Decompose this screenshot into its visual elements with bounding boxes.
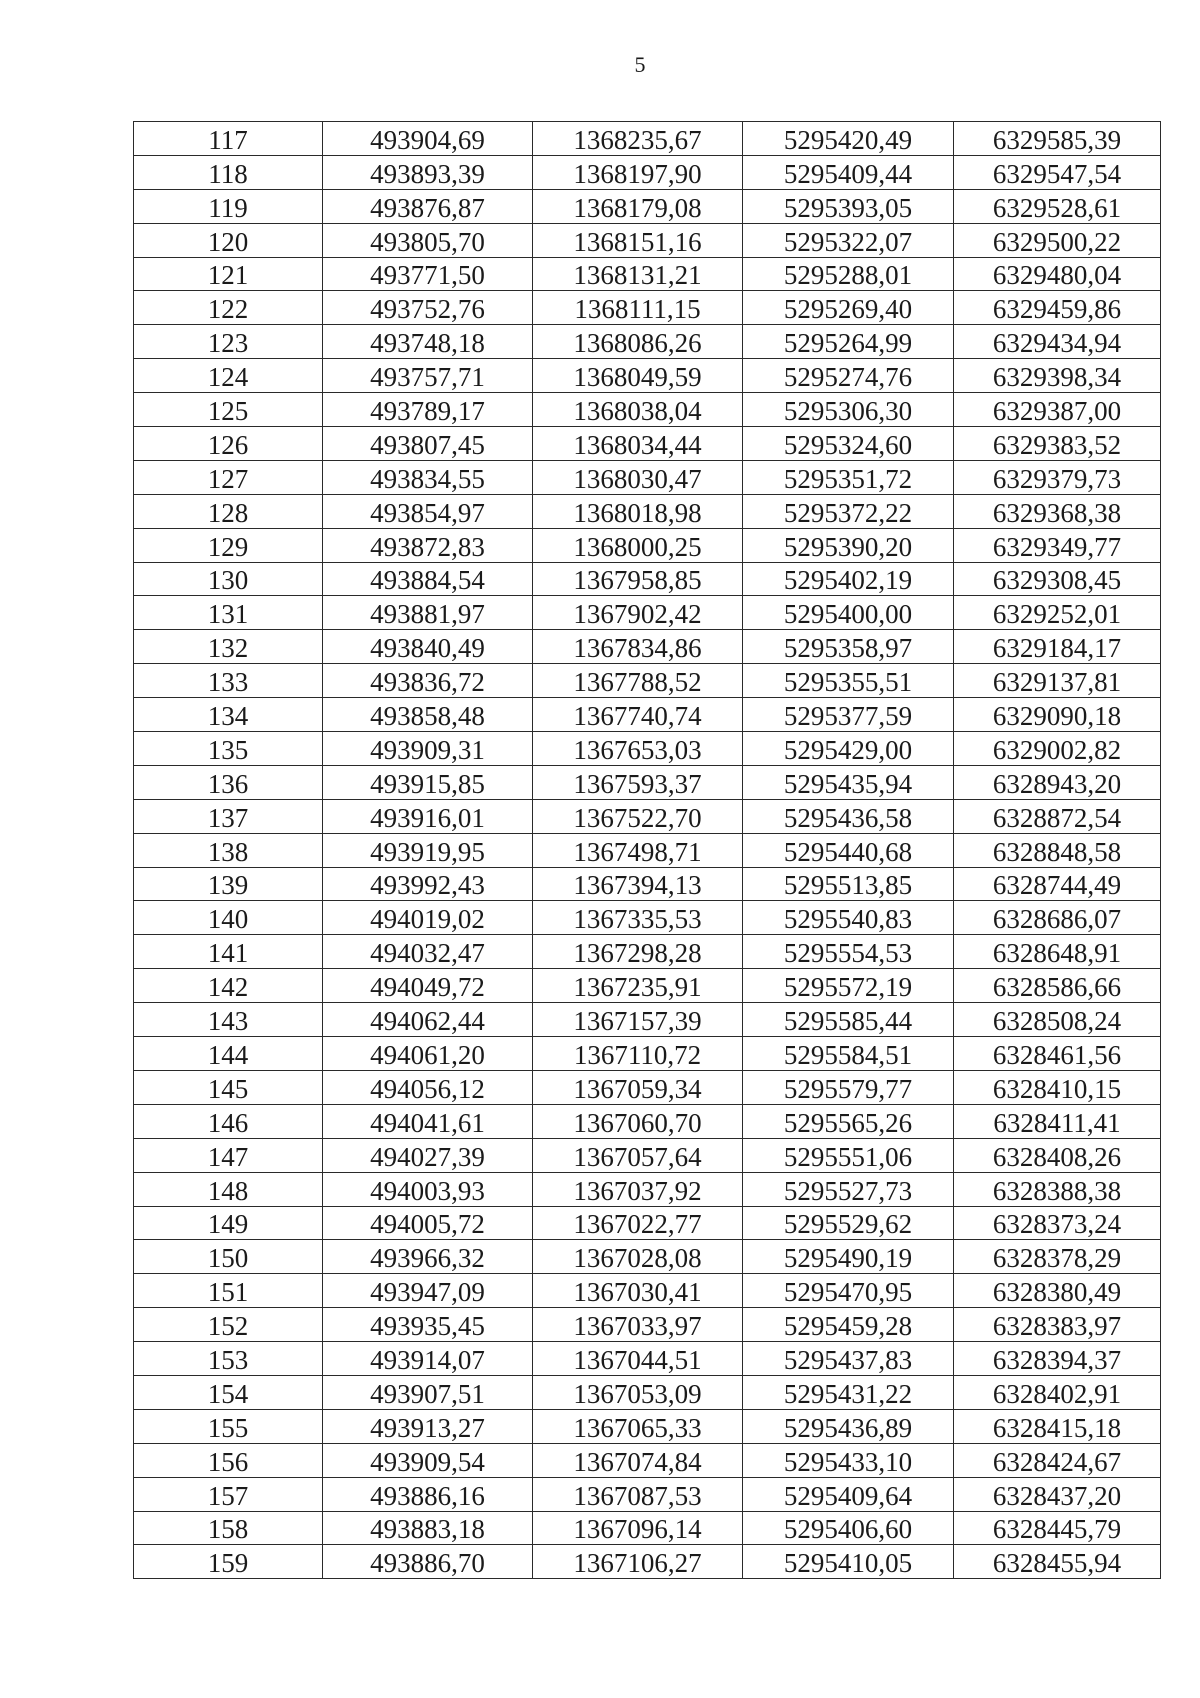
- table-row: [134, 1274, 1161, 1308]
- x2-coordinate-cell: 5295410,05: [743, 1545, 954, 1579]
- x-coordinate-cell: 493840,49: [323, 630, 533, 664]
- x2-coordinate-cell: 5295402,19: [743, 562, 954, 596]
- point-number-cell: 149: [134, 1206, 323, 1240]
- y2-coordinate-cell: 6329434,94: [954, 325, 1161, 359]
- y2-coordinate-cell: 6328872,54: [954, 799, 1161, 833]
- x2-coordinate-cell: 5295269,40: [743, 291, 954, 325]
- table-row: [134, 901, 1161, 935]
- y2-coordinate-cell: 6328848,58: [954, 833, 1161, 867]
- x2-coordinate-cell: 5295437,83: [743, 1342, 954, 1376]
- y-coordinate-cell: 1368049,59: [533, 359, 743, 393]
- table-row: [134, 155, 1161, 189]
- point-number-cell: 156: [134, 1443, 323, 1477]
- x-coordinate-cell: 493883,18: [323, 1511, 533, 1545]
- x2-coordinate-cell: 5295324,60: [743, 427, 954, 461]
- x-coordinate-cell: 493935,45: [323, 1308, 533, 1342]
- x-coordinate-cell: 493907,51: [323, 1375, 533, 1409]
- y-coordinate-cell: 1367522,70: [533, 799, 743, 833]
- y2-coordinate-cell: 6329398,34: [954, 359, 1161, 393]
- x2-coordinate-cell: 5295554,53: [743, 935, 954, 969]
- y-coordinate-cell: 1367740,74: [533, 698, 743, 732]
- y2-coordinate-cell: 6329387,00: [954, 393, 1161, 427]
- y2-coordinate-cell: 6328383,97: [954, 1308, 1161, 1342]
- x2-coordinate-cell: 5295436,58: [743, 799, 954, 833]
- x-coordinate-cell: 493916,01: [323, 799, 533, 833]
- point-number-cell: 121: [134, 257, 323, 291]
- y2-coordinate-cell: 6328586,66: [954, 969, 1161, 1003]
- x-coordinate-cell: 493805,70: [323, 223, 533, 257]
- x-coordinate-cell: 493748,18: [323, 325, 533, 359]
- y-coordinate-cell: 1368030,47: [533, 460, 743, 494]
- table-row: [134, 223, 1161, 257]
- x-coordinate-cell: 494061,20: [323, 1037, 533, 1071]
- point-number-cell: 118: [134, 155, 323, 189]
- table-row: [134, 867, 1161, 901]
- y-coordinate-cell: 1367044,51: [533, 1342, 743, 1376]
- x-coordinate-cell: 493876,87: [323, 189, 533, 223]
- x-coordinate-cell: 493966,32: [323, 1240, 533, 1274]
- point-number-cell: 129: [134, 528, 323, 562]
- x-coordinate-cell: 493834,55: [323, 460, 533, 494]
- x2-coordinate-cell: 5295393,05: [743, 189, 954, 223]
- table-row: [134, 562, 1161, 596]
- table-row: [134, 1206, 1161, 1240]
- y-coordinate-cell: 1367110,72: [533, 1037, 743, 1071]
- y2-coordinate-cell: 6328402,91: [954, 1375, 1161, 1409]
- y-coordinate-cell: 1367060,70: [533, 1104, 743, 1138]
- table-row: [134, 969, 1161, 1003]
- table-row: [134, 1003, 1161, 1037]
- x2-coordinate-cell: 5295529,62: [743, 1206, 954, 1240]
- x-coordinate-cell: 494062,44: [323, 1003, 533, 1037]
- x2-coordinate-cell: 5295420,49: [743, 122, 954, 156]
- table-row: [134, 1409, 1161, 1443]
- table-row: [134, 1375, 1161, 1409]
- x-coordinate-cell: 493886,16: [323, 1477, 533, 1511]
- table-row: [134, 1511, 1161, 1545]
- y-coordinate-cell: 1368000,25: [533, 528, 743, 562]
- point-number-cell: 157: [134, 1477, 323, 1511]
- x2-coordinate-cell: 5295306,30: [743, 393, 954, 427]
- y-coordinate-cell: 1367096,14: [533, 1511, 743, 1545]
- point-number-cell: 145: [134, 1070, 323, 1104]
- point-number-cell: 122: [134, 291, 323, 325]
- table-row: [134, 1104, 1161, 1138]
- point-number-cell: 147: [134, 1138, 323, 1172]
- y-coordinate-cell: 1367335,53: [533, 901, 743, 935]
- x2-coordinate-cell: 5295540,83: [743, 901, 954, 935]
- point-number-cell: 152: [134, 1308, 323, 1342]
- x-coordinate-cell: 494005,72: [323, 1206, 533, 1240]
- y-coordinate-cell: 1367059,34: [533, 1070, 743, 1104]
- y2-coordinate-cell: 6328508,24: [954, 1003, 1161, 1037]
- x2-coordinate-cell: 5295390,20: [743, 528, 954, 562]
- point-number-cell: 148: [134, 1172, 323, 1206]
- y2-coordinate-cell: 6328445,79: [954, 1511, 1161, 1545]
- x2-coordinate-cell: 5295585,44: [743, 1003, 954, 1037]
- y2-coordinate-cell: 6329528,61: [954, 189, 1161, 223]
- point-number-cell: 140: [134, 901, 323, 935]
- point-number-cell: 142: [134, 969, 323, 1003]
- x-coordinate-cell: 493858,48: [323, 698, 533, 732]
- x2-coordinate-cell: 5295579,77: [743, 1070, 954, 1104]
- y2-coordinate-cell: 6329480,04: [954, 257, 1161, 291]
- y-coordinate-cell: 1367037,92: [533, 1172, 743, 1206]
- x-coordinate-cell: 493881,97: [323, 596, 533, 630]
- x2-coordinate-cell: 5295274,76: [743, 359, 954, 393]
- y2-coordinate-cell: 6329308,45: [954, 562, 1161, 596]
- y-coordinate-cell: 1368018,98: [533, 494, 743, 528]
- x-coordinate-cell: 493914,07: [323, 1342, 533, 1376]
- point-number-cell: 131: [134, 596, 323, 630]
- x-coordinate-cell: 493886,70: [323, 1545, 533, 1579]
- y-coordinate-cell: 1367653,03: [533, 732, 743, 766]
- x2-coordinate-cell: 5295584,51: [743, 1037, 954, 1071]
- x2-coordinate-cell: 5295355,51: [743, 664, 954, 698]
- y-coordinate-cell: 1368131,21: [533, 257, 743, 291]
- table-row: [134, 935, 1161, 969]
- point-number-cell: 134: [134, 698, 323, 732]
- x-coordinate-cell: 493904,69: [323, 122, 533, 156]
- y-coordinate-cell: 1367022,77: [533, 1206, 743, 1240]
- point-number-cell: 153: [134, 1342, 323, 1376]
- point-number-cell: 123: [134, 325, 323, 359]
- point-number-cell: 150: [134, 1240, 323, 1274]
- table-row: [134, 189, 1161, 223]
- y2-coordinate-cell: 6329383,52: [954, 427, 1161, 461]
- y2-coordinate-cell: 6329349,77: [954, 528, 1161, 562]
- y-coordinate-cell: 1367788,52: [533, 664, 743, 698]
- table-row: [134, 1172, 1161, 1206]
- x2-coordinate-cell: 5295377,59: [743, 698, 954, 732]
- table-row: [134, 1477, 1161, 1511]
- table-row: [134, 765, 1161, 799]
- x-coordinate-cell: 493752,76: [323, 291, 533, 325]
- x2-coordinate-cell: 5295435,94: [743, 765, 954, 799]
- x-coordinate-cell: 493915,85: [323, 765, 533, 799]
- x-coordinate-cell: 493893,39: [323, 155, 533, 189]
- point-number-cell: 146: [134, 1104, 323, 1138]
- y-coordinate-cell: 1367053,09: [533, 1375, 743, 1409]
- table-row: [134, 359, 1161, 393]
- x2-coordinate-cell: 5295436,89: [743, 1409, 954, 1443]
- y-coordinate-cell: 1367235,91: [533, 969, 743, 1003]
- y2-coordinate-cell: 6328411,41: [954, 1104, 1161, 1138]
- table-row: [134, 1342, 1161, 1376]
- y-coordinate-cell: 1367834,86: [533, 630, 743, 664]
- x2-coordinate-cell: 5295264,99: [743, 325, 954, 359]
- x2-coordinate-cell: 5295433,10: [743, 1443, 954, 1477]
- x2-coordinate-cell: 5295513,85: [743, 867, 954, 901]
- x-coordinate-cell: 494003,93: [323, 1172, 533, 1206]
- x2-coordinate-cell: 5295470,95: [743, 1274, 954, 1308]
- table-row: [134, 460, 1161, 494]
- x2-coordinate-cell: 5295409,44: [743, 155, 954, 189]
- table-row: [134, 1240, 1161, 1274]
- table-row: [134, 1545, 1161, 1579]
- x-coordinate-cell: 494049,72: [323, 969, 533, 1003]
- x-coordinate-cell: 493872,83: [323, 528, 533, 562]
- table-row: [134, 596, 1161, 630]
- point-number-cell: 135: [134, 732, 323, 766]
- table-row: [134, 325, 1161, 359]
- x2-coordinate-cell: 5295322,07: [743, 223, 954, 257]
- y2-coordinate-cell: 6328461,56: [954, 1037, 1161, 1071]
- point-number-cell: 124: [134, 359, 323, 393]
- point-number-cell: 155: [134, 1409, 323, 1443]
- y-coordinate-cell: 1367028,08: [533, 1240, 743, 1274]
- y2-coordinate-cell: 6328424,67: [954, 1443, 1161, 1477]
- x-coordinate-cell: 493836,72: [323, 664, 533, 698]
- point-number-cell: 120: [134, 223, 323, 257]
- x2-coordinate-cell: 5295527,73: [743, 1172, 954, 1206]
- x2-coordinate-cell: 5295429,00: [743, 732, 954, 766]
- table-row: [134, 494, 1161, 528]
- table-row: [134, 833, 1161, 867]
- y-coordinate-cell: 1367030,41: [533, 1274, 743, 1308]
- y2-coordinate-cell: 6328410,15: [954, 1070, 1161, 1104]
- point-number-cell: 136: [134, 765, 323, 799]
- point-number-cell: 154: [134, 1375, 323, 1409]
- y-coordinate-cell: 1367958,85: [533, 562, 743, 596]
- x-coordinate-cell: 494027,39: [323, 1138, 533, 1172]
- y2-coordinate-cell: 6328686,07: [954, 901, 1161, 935]
- y-coordinate-cell: 1367074,84: [533, 1443, 743, 1477]
- table-row: [134, 528, 1161, 562]
- x-coordinate-cell: 493909,54: [323, 1443, 533, 1477]
- table-row: [134, 291, 1161, 325]
- x-coordinate-cell: 493757,71: [323, 359, 533, 393]
- point-number-cell: 125: [134, 393, 323, 427]
- x2-coordinate-cell: 5295459,28: [743, 1308, 954, 1342]
- y-coordinate-cell: 1367498,71: [533, 833, 743, 867]
- point-number-cell: 139: [134, 867, 323, 901]
- x-coordinate-cell: 493919,95: [323, 833, 533, 867]
- y-coordinate-cell: 1368086,26: [533, 325, 743, 359]
- page-number: 5: [634, 52, 646, 77]
- point-number-cell: 151: [134, 1274, 323, 1308]
- table-row: [134, 799, 1161, 833]
- point-number-cell: 143: [134, 1003, 323, 1037]
- point-number-cell: 144: [134, 1037, 323, 1071]
- x-coordinate-cell: 494032,47: [323, 935, 533, 969]
- point-number-cell: 117: [134, 122, 323, 156]
- coordinates-table: [133, 121, 1161, 1579]
- x2-coordinate-cell: 5295565,26: [743, 1104, 954, 1138]
- y2-coordinate-cell: 6329585,39: [954, 122, 1161, 156]
- x-coordinate-cell: 493789,17: [323, 393, 533, 427]
- y-coordinate-cell: 1368235,67: [533, 122, 743, 156]
- y2-coordinate-cell: 6328380,49: [954, 1274, 1161, 1308]
- table-row: [134, 122, 1161, 156]
- y2-coordinate-cell: 6328648,91: [954, 935, 1161, 969]
- y2-coordinate-cell: 6328373,24: [954, 1206, 1161, 1240]
- y-coordinate-cell: 1368151,16: [533, 223, 743, 257]
- point-number-cell: 126: [134, 427, 323, 461]
- y2-coordinate-cell: 6328437,20: [954, 1477, 1161, 1511]
- x-coordinate-cell: 493854,97: [323, 494, 533, 528]
- y2-coordinate-cell: 6329547,54: [954, 155, 1161, 189]
- x-coordinate-cell: 494019,02: [323, 901, 533, 935]
- y2-coordinate-cell: 6329459,86: [954, 291, 1161, 325]
- table-row: [134, 630, 1161, 664]
- y2-coordinate-cell: 6328744,49: [954, 867, 1161, 901]
- y-coordinate-cell: 1367593,37: [533, 765, 743, 799]
- table-row: [134, 698, 1161, 732]
- point-number-cell: 138: [134, 833, 323, 867]
- x-coordinate-cell: 493884,54: [323, 562, 533, 596]
- table-row: [134, 732, 1161, 766]
- x2-coordinate-cell: 5295490,19: [743, 1240, 954, 1274]
- coordinates-table-body: [134, 122, 1161, 1579]
- point-number-cell: 119: [134, 189, 323, 223]
- point-number-cell: 128: [134, 494, 323, 528]
- table-row: [134, 257, 1161, 291]
- x2-coordinate-cell: 5295400,00: [743, 596, 954, 630]
- y-coordinate-cell: 1367065,33: [533, 1409, 743, 1443]
- x2-coordinate-cell: 5295551,06: [743, 1138, 954, 1172]
- point-number-cell: 133: [134, 664, 323, 698]
- y2-coordinate-cell: 6329379,73: [954, 460, 1161, 494]
- y-coordinate-cell: 1368197,90: [533, 155, 743, 189]
- x-coordinate-cell: 493909,31: [323, 732, 533, 766]
- table-row: [134, 1308, 1161, 1342]
- y2-coordinate-cell: 6328455,94: [954, 1545, 1161, 1579]
- point-number-cell: 159: [134, 1545, 323, 1579]
- table-row: [134, 1037, 1161, 1071]
- y2-coordinate-cell: 6328388,38: [954, 1172, 1161, 1206]
- y2-coordinate-cell: 6329184,17: [954, 630, 1161, 664]
- x-coordinate-cell: 493992,43: [323, 867, 533, 901]
- point-number-cell: 137: [134, 799, 323, 833]
- y2-coordinate-cell: 6328415,18: [954, 1409, 1161, 1443]
- table-row: [134, 1070, 1161, 1104]
- point-number-cell: 158: [134, 1511, 323, 1545]
- y2-coordinate-cell: 6328378,29: [954, 1240, 1161, 1274]
- x-coordinate-cell: 493771,50: [323, 257, 533, 291]
- y2-coordinate-cell: 6329252,01: [954, 596, 1161, 630]
- y-coordinate-cell: 1368179,08: [533, 189, 743, 223]
- y-coordinate-cell: 1367057,64: [533, 1138, 743, 1172]
- x2-coordinate-cell: 5295409,64: [743, 1477, 954, 1511]
- y-coordinate-cell: 1367033,97: [533, 1308, 743, 1342]
- y2-coordinate-cell: 6328408,26: [954, 1138, 1161, 1172]
- y-coordinate-cell: 1368034,44: [533, 427, 743, 461]
- y-coordinate-cell: 1367394,13: [533, 867, 743, 901]
- x2-coordinate-cell: 5295351,72: [743, 460, 954, 494]
- y-coordinate-cell: 1368111,15: [533, 291, 743, 325]
- x-coordinate-cell: 493947,09: [323, 1274, 533, 1308]
- y2-coordinate-cell: 6329500,22: [954, 223, 1161, 257]
- y-coordinate-cell: 1367087,53: [533, 1477, 743, 1511]
- y-coordinate-cell: 1367298,28: [533, 935, 743, 969]
- x2-coordinate-cell: 5295372,22: [743, 494, 954, 528]
- table-row: [134, 393, 1161, 427]
- table-row: [134, 1138, 1161, 1172]
- point-number-cell: 127: [134, 460, 323, 494]
- x-coordinate-cell: 494056,12: [323, 1070, 533, 1104]
- y2-coordinate-cell: 6328394,37: [954, 1342, 1161, 1376]
- table-row: [134, 1443, 1161, 1477]
- y-coordinate-cell: 1367157,39: [533, 1003, 743, 1037]
- y2-coordinate-cell: 6329137,81: [954, 664, 1161, 698]
- y2-coordinate-cell: 6329002,82: [954, 732, 1161, 766]
- y-coordinate-cell: 1367106,27: [533, 1545, 743, 1579]
- x-coordinate-cell: 494041,61: [323, 1104, 533, 1138]
- point-number-cell: 141: [134, 935, 323, 969]
- x2-coordinate-cell: 5295572,19: [743, 969, 954, 1003]
- y-coordinate-cell: 1368038,04: [533, 393, 743, 427]
- y2-coordinate-cell: 6328943,20: [954, 765, 1161, 799]
- point-number-cell: 130: [134, 562, 323, 596]
- x2-coordinate-cell: 5295358,97: [743, 630, 954, 664]
- x-coordinate-cell: 493913,27: [323, 1409, 533, 1443]
- x2-coordinate-cell: 5295440,68: [743, 833, 954, 867]
- table-row: [134, 427, 1161, 461]
- x-coordinate-cell: 493807,45: [323, 427, 533, 461]
- y-coordinate-cell: 1367902,42: [533, 596, 743, 630]
- x2-coordinate-cell: 5295288,01: [743, 257, 954, 291]
- table-row: [134, 664, 1161, 698]
- x2-coordinate-cell: 5295406,60: [743, 1511, 954, 1545]
- point-number-cell: 132: [134, 630, 323, 664]
- y2-coordinate-cell: 6329090,18: [954, 698, 1161, 732]
- y2-coordinate-cell: 6329368,38: [954, 494, 1161, 528]
- x2-coordinate-cell: 5295431,22: [743, 1375, 954, 1409]
